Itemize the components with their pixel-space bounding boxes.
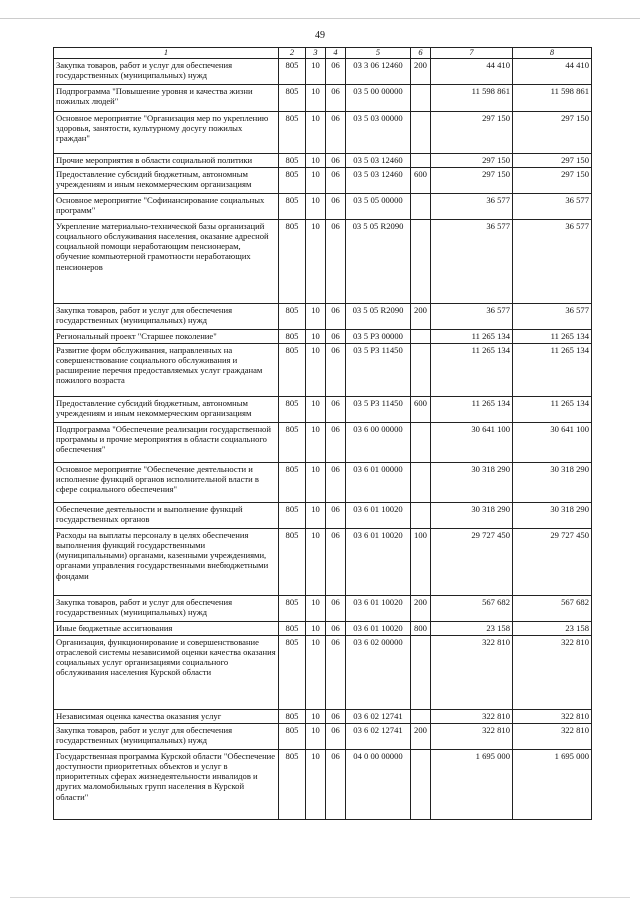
- row-amount-7: 11 598 861: [431, 85, 513, 112]
- row-expense-type: [411, 154, 431, 168]
- table-row: [54, 220, 592, 304]
- row-expense-type: 200: [411, 724, 431, 750]
- table-row: [54, 622, 592, 636]
- row-name: Развитие форм обслуживания, направленных на совершенствование социального обслуживания и расширение перечня предоставляемых услуг гражданам пожилого возраста: [54, 344, 279, 397]
- row-name: Организация, функционирование и совершенствование отраслевой системы независимой оценки качества оказания социальных услуг организациями социального обслуживания населения Курской области: [54, 636, 279, 710]
- row-amount-7: 322 810: [431, 636, 513, 710]
- row-section-code: 10: [306, 330, 326, 344]
- row-ministry-code: 805: [279, 168, 306, 194]
- table-row: [54, 59, 592, 85]
- row-amount-7: 30 641 100: [431, 423, 513, 463]
- row-ministry-code: 805: [279, 463, 306, 503]
- row-expense-type: 200: [411, 304, 431, 330]
- row-amount-8: 30 318 290: [513, 503, 592, 529]
- row-ministry-code: 805: [279, 85, 306, 112]
- row-subsection-code: 06: [326, 220, 346, 304]
- row-expense-type: 600: [411, 168, 431, 194]
- row-name: Предоставление субсидий бюджетным, автономным учреждениям и иным некоммерческим организациям: [54, 168, 279, 194]
- column-header: 3: [306, 48, 326, 59]
- table-header-row: [54, 48, 592, 59]
- row-subsection-code: 06: [326, 344, 346, 397]
- row-ministry-code: 805: [279, 503, 306, 529]
- row-ministry-code: 805: [279, 59, 306, 85]
- table-row: [54, 85, 592, 112]
- row-subsection-code: 06: [326, 503, 346, 529]
- row-section-code: 10: [306, 622, 326, 636]
- row-amount-7: 36 577: [431, 194, 513, 220]
- row-section-code: 10: [306, 750, 326, 820]
- row-ministry-code: 805: [279, 344, 306, 397]
- page-number: 49: [315, 30, 325, 41]
- row-amount-7: 297 150: [431, 154, 513, 168]
- row-subsection-code: 06: [326, 710, 346, 724]
- row-section-code: 10: [306, 220, 326, 304]
- row-amount-8: 11 598 861: [513, 85, 592, 112]
- row-target-code: 03 6 02 12741: [346, 724, 411, 750]
- row-name: Иные бюджетные ассигнования: [54, 622, 279, 636]
- row-target-code: 03 6 01 10020: [346, 503, 411, 529]
- row-ministry-code: 805: [279, 596, 306, 622]
- table-row: [54, 710, 592, 724]
- row-amount-8: 11 265 134: [513, 330, 592, 344]
- row-section-code: 10: [306, 112, 326, 154]
- row-ministry-code: 805: [279, 220, 306, 304]
- row-ministry-code: 805: [279, 710, 306, 724]
- column-header: 1: [54, 48, 279, 59]
- table-row: [54, 344, 592, 397]
- row-amount-8: 30 641 100: [513, 423, 592, 463]
- row-amount-7: 567 682: [431, 596, 513, 622]
- row-section-code: 10: [306, 529, 326, 596]
- row-section-code: 10: [306, 397, 326, 423]
- row-target-code: 03 5 05 R2090: [346, 220, 411, 304]
- row-amount-7: 30 318 290: [431, 463, 513, 503]
- row-amount-8: 297 150: [513, 112, 592, 154]
- row-amount-8: 30 318 290: [513, 463, 592, 503]
- row-ministry-code: 805: [279, 529, 306, 596]
- row-expense-type: [411, 112, 431, 154]
- scan-bottom-edge: [10, 897, 630, 898]
- row-target-code: 04 0 00 00000: [346, 750, 411, 820]
- row-section-code: 10: [306, 154, 326, 168]
- row-target-code: 03 5 03 12460: [346, 154, 411, 168]
- row-name: Закупка товаров, работ и услуг для обеспечения государственных (муниципальных) нужд: [54, 596, 279, 622]
- row-expense-type: 800: [411, 622, 431, 636]
- row-subsection-code: 06: [326, 112, 346, 154]
- row-ministry-code: 805: [279, 636, 306, 710]
- row-amount-8: 1 695 000: [513, 750, 592, 820]
- row-expense-type: [411, 85, 431, 112]
- column-header: 4: [326, 48, 346, 59]
- row-section-code: 10: [306, 85, 326, 112]
- table-row: [54, 423, 592, 463]
- row-expense-type: [411, 330, 431, 344]
- row-ministry-code: 805: [279, 622, 306, 636]
- row-amount-7: 23 158: [431, 622, 513, 636]
- row-section-code: 10: [306, 710, 326, 724]
- row-name: Государственная программа Курской области "Обеспечение доступности приоритетных объектов и услуг в приоритетных сферах жизнедеятельности инвалидов и других маломобильных групп населения в Курской области": [54, 750, 279, 820]
- table-row: [54, 154, 592, 168]
- table-row: [54, 168, 592, 194]
- row-name: Региональный проект "Старшее поколение": [54, 330, 279, 344]
- row-name: Закупка товаров, работ и услуг для обеспечения государственных (муниципальных) нужд: [54, 724, 279, 750]
- table-row: [54, 750, 592, 820]
- row-amount-7: 11 265 134: [431, 330, 513, 344]
- row-ministry-code: 805: [279, 397, 306, 423]
- row-subsection-code: 06: [326, 154, 346, 168]
- table-row: [54, 112, 592, 154]
- row-amount-7: 36 577: [431, 304, 513, 330]
- row-section-code: 10: [306, 59, 326, 85]
- row-section-code: 10: [306, 596, 326, 622]
- row-expense-type: [411, 463, 431, 503]
- row-target-code: 03 5 05 00000: [346, 194, 411, 220]
- table-row: [54, 596, 592, 622]
- row-target-code: 03 6 01 10020: [346, 529, 411, 596]
- row-amount-7: 1 695 000: [431, 750, 513, 820]
- row-subsection-code: 06: [326, 85, 346, 112]
- row-ministry-code: 805: [279, 724, 306, 750]
- row-target-code: 03 6 02 00000: [346, 636, 411, 710]
- row-ministry-code: 805: [279, 750, 306, 820]
- row-expense-type: [411, 636, 431, 710]
- row-target-code: 03 6 02 12741: [346, 710, 411, 724]
- row-section-code: 10: [306, 463, 326, 503]
- row-subsection-code: 06: [326, 636, 346, 710]
- row-section-code: 10: [306, 636, 326, 710]
- row-amount-7: 36 577: [431, 220, 513, 304]
- row-expense-type: [411, 710, 431, 724]
- row-amount-7: 322 810: [431, 724, 513, 750]
- row-subsection-code: 06: [326, 423, 346, 463]
- row-amount-7: 322 810: [431, 710, 513, 724]
- row-expense-type: 200: [411, 59, 431, 85]
- row-section-code: 10: [306, 344, 326, 397]
- row-ministry-code: 805: [279, 423, 306, 463]
- row-amount-8: 36 577: [513, 220, 592, 304]
- table-row: [54, 397, 592, 423]
- row-name: Основное мероприятие "Организация мер по укреплению здоровья, занятости, культурному досугу пожилых граждан": [54, 112, 279, 154]
- row-target-code: 03 6 01 10020: [346, 596, 411, 622]
- column-header: 8: [513, 48, 592, 59]
- row-amount-8: 297 150: [513, 168, 592, 194]
- row-amount-7: 44 410: [431, 59, 513, 85]
- row-amount-7: 297 150: [431, 112, 513, 154]
- row-name: Подпрограмма "Обеспечение реализации государственной программы и прочие мероприятия в области социального обеспечения": [54, 423, 279, 463]
- row-amount-8: 322 810: [513, 636, 592, 710]
- table-row: [54, 304, 592, 330]
- budget-table: [53, 47, 592, 820]
- row-subsection-code: 06: [326, 59, 346, 85]
- row-ministry-code: 805: [279, 194, 306, 220]
- row-amount-8: 23 158: [513, 622, 592, 636]
- row-section-code: 10: [306, 503, 326, 529]
- row-subsection-code: 06: [326, 596, 346, 622]
- row-subsection-code: 06: [326, 750, 346, 820]
- row-target-code: 03 6 01 10020: [346, 622, 411, 636]
- column-header: 6: [411, 48, 431, 59]
- row-name: Закупка товаров, работ и услуг для обеспечения государственных (муниципальных) нужд: [54, 59, 279, 85]
- row-amount-8: 29 727 450: [513, 529, 592, 596]
- row-section-code: 10: [306, 168, 326, 194]
- row-name: Независимая оценка качества оказания услуг: [54, 710, 279, 724]
- row-amount-7: 11 265 134: [431, 397, 513, 423]
- row-expense-type: [411, 220, 431, 304]
- row-amount-8: 322 810: [513, 724, 592, 750]
- row-expense-type: 200: [411, 596, 431, 622]
- row-amount-8: 297 150: [513, 154, 592, 168]
- row-section-code: 10: [306, 423, 326, 463]
- row-ministry-code: 805: [279, 154, 306, 168]
- row-subsection-code: 06: [326, 304, 346, 330]
- row-name: Обеспечение деятельности и выполнение функций государственных органов: [54, 503, 279, 529]
- row-subsection-code: 06: [326, 463, 346, 503]
- table-row: [54, 330, 592, 344]
- row-name: Прочие мероприятия в области социальной политики: [54, 154, 279, 168]
- table-row: [54, 724, 592, 750]
- row-amount-8: 11 265 134: [513, 344, 592, 397]
- row-target-code: 03 5 00 00000: [346, 85, 411, 112]
- row-amount-8: 44 410: [513, 59, 592, 85]
- row-amount-7: 30 318 290: [431, 503, 513, 529]
- column-header: 5: [346, 48, 411, 59]
- row-name: Основное мероприятие "Обеспечение деятельности и исполнение функций органов исполнительной власти в сфере социального обеспечения": [54, 463, 279, 503]
- row-target-code: 03 6 00 00000: [346, 423, 411, 463]
- row-name: Основное мероприятие "Софинансирование социальных программ": [54, 194, 279, 220]
- row-target-code: 03 5 P3 00000: [346, 330, 411, 344]
- row-section-code: 10: [306, 304, 326, 330]
- scan-top-edge: [0, 18, 640, 19]
- row-ministry-code: 805: [279, 304, 306, 330]
- column-header: 2: [279, 48, 306, 59]
- row-expense-type: 100: [411, 529, 431, 596]
- row-subsection-code: 06: [326, 330, 346, 344]
- row-subsection-code: 06: [326, 397, 346, 423]
- table-row: [54, 463, 592, 503]
- row-expense-type: [411, 344, 431, 397]
- row-target-code: 03 3 06 12460: [346, 59, 411, 85]
- row-subsection-code: 06: [326, 168, 346, 194]
- row-expense-type: [411, 503, 431, 529]
- row-ministry-code: 805: [279, 330, 306, 344]
- row-target-code: 03 6 01 00000: [346, 463, 411, 503]
- row-amount-8: 11 265 134: [513, 397, 592, 423]
- row-subsection-code: 06: [326, 194, 346, 220]
- row-target-code: 03 5 03 12460: [346, 168, 411, 194]
- row-target-code: 03 5 05 R2090: [346, 304, 411, 330]
- row-expense-type: 600: [411, 397, 431, 423]
- row-subsection-code: 06: [326, 724, 346, 750]
- row-section-code: 10: [306, 724, 326, 750]
- table-row: [54, 636, 592, 710]
- row-expense-type: [411, 194, 431, 220]
- row-amount-8: 36 577: [513, 194, 592, 220]
- table-row: [54, 503, 592, 529]
- row-ministry-code: 805: [279, 112, 306, 154]
- row-subsection-code: 06: [326, 529, 346, 596]
- row-target-code: 03 5 03 00000: [346, 112, 411, 154]
- row-expense-type: [411, 423, 431, 463]
- row-name: Расходы на выплаты персоналу в целях обеспечения выполнения функций государственными (муниципальными) органами, казенными учреждениями, органами управления государственными внебюджетными фондами: [54, 529, 279, 596]
- row-subsection-code: 06: [326, 622, 346, 636]
- row-target-code: 03 5 P3 11450: [346, 397, 411, 423]
- row-expense-type: [411, 750, 431, 820]
- row-amount-7: 11 265 134: [431, 344, 513, 397]
- row-amount-7: 29 727 450: [431, 529, 513, 596]
- row-name: Закупка товаров, работ и услуг для обеспечения государственных (муниципальных) нужд: [54, 304, 279, 330]
- row-name: Укрепление материально-технической базы организаций социального обслуживания населения, оказание адресной социальной помощи неработающим пенсионерам, обучение компьютерной грамотности неработающих пенсионеров: [54, 220, 279, 304]
- row-name: Предоставление субсидий бюджетным, автономным учреждениям и иным некоммерческим организациям: [54, 397, 279, 423]
- row-amount-8: 36 577: [513, 304, 592, 330]
- column-header: 7: [431, 48, 513, 59]
- table-row: [54, 529, 592, 596]
- table-row: [54, 194, 592, 220]
- row-amount-8: 567 682: [513, 596, 592, 622]
- row-amount-8: 322 810: [513, 710, 592, 724]
- row-amount-7: 297 150: [431, 168, 513, 194]
- row-section-code: 10: [306, 194, 326, 220]
- row-name: Подпрограмма "Повышение уровня и качества жизни пожилых людей": [54, 85, 279, 112]
- row-target-code: 03 5 P3 11450: [346, 344, 411, 397]
